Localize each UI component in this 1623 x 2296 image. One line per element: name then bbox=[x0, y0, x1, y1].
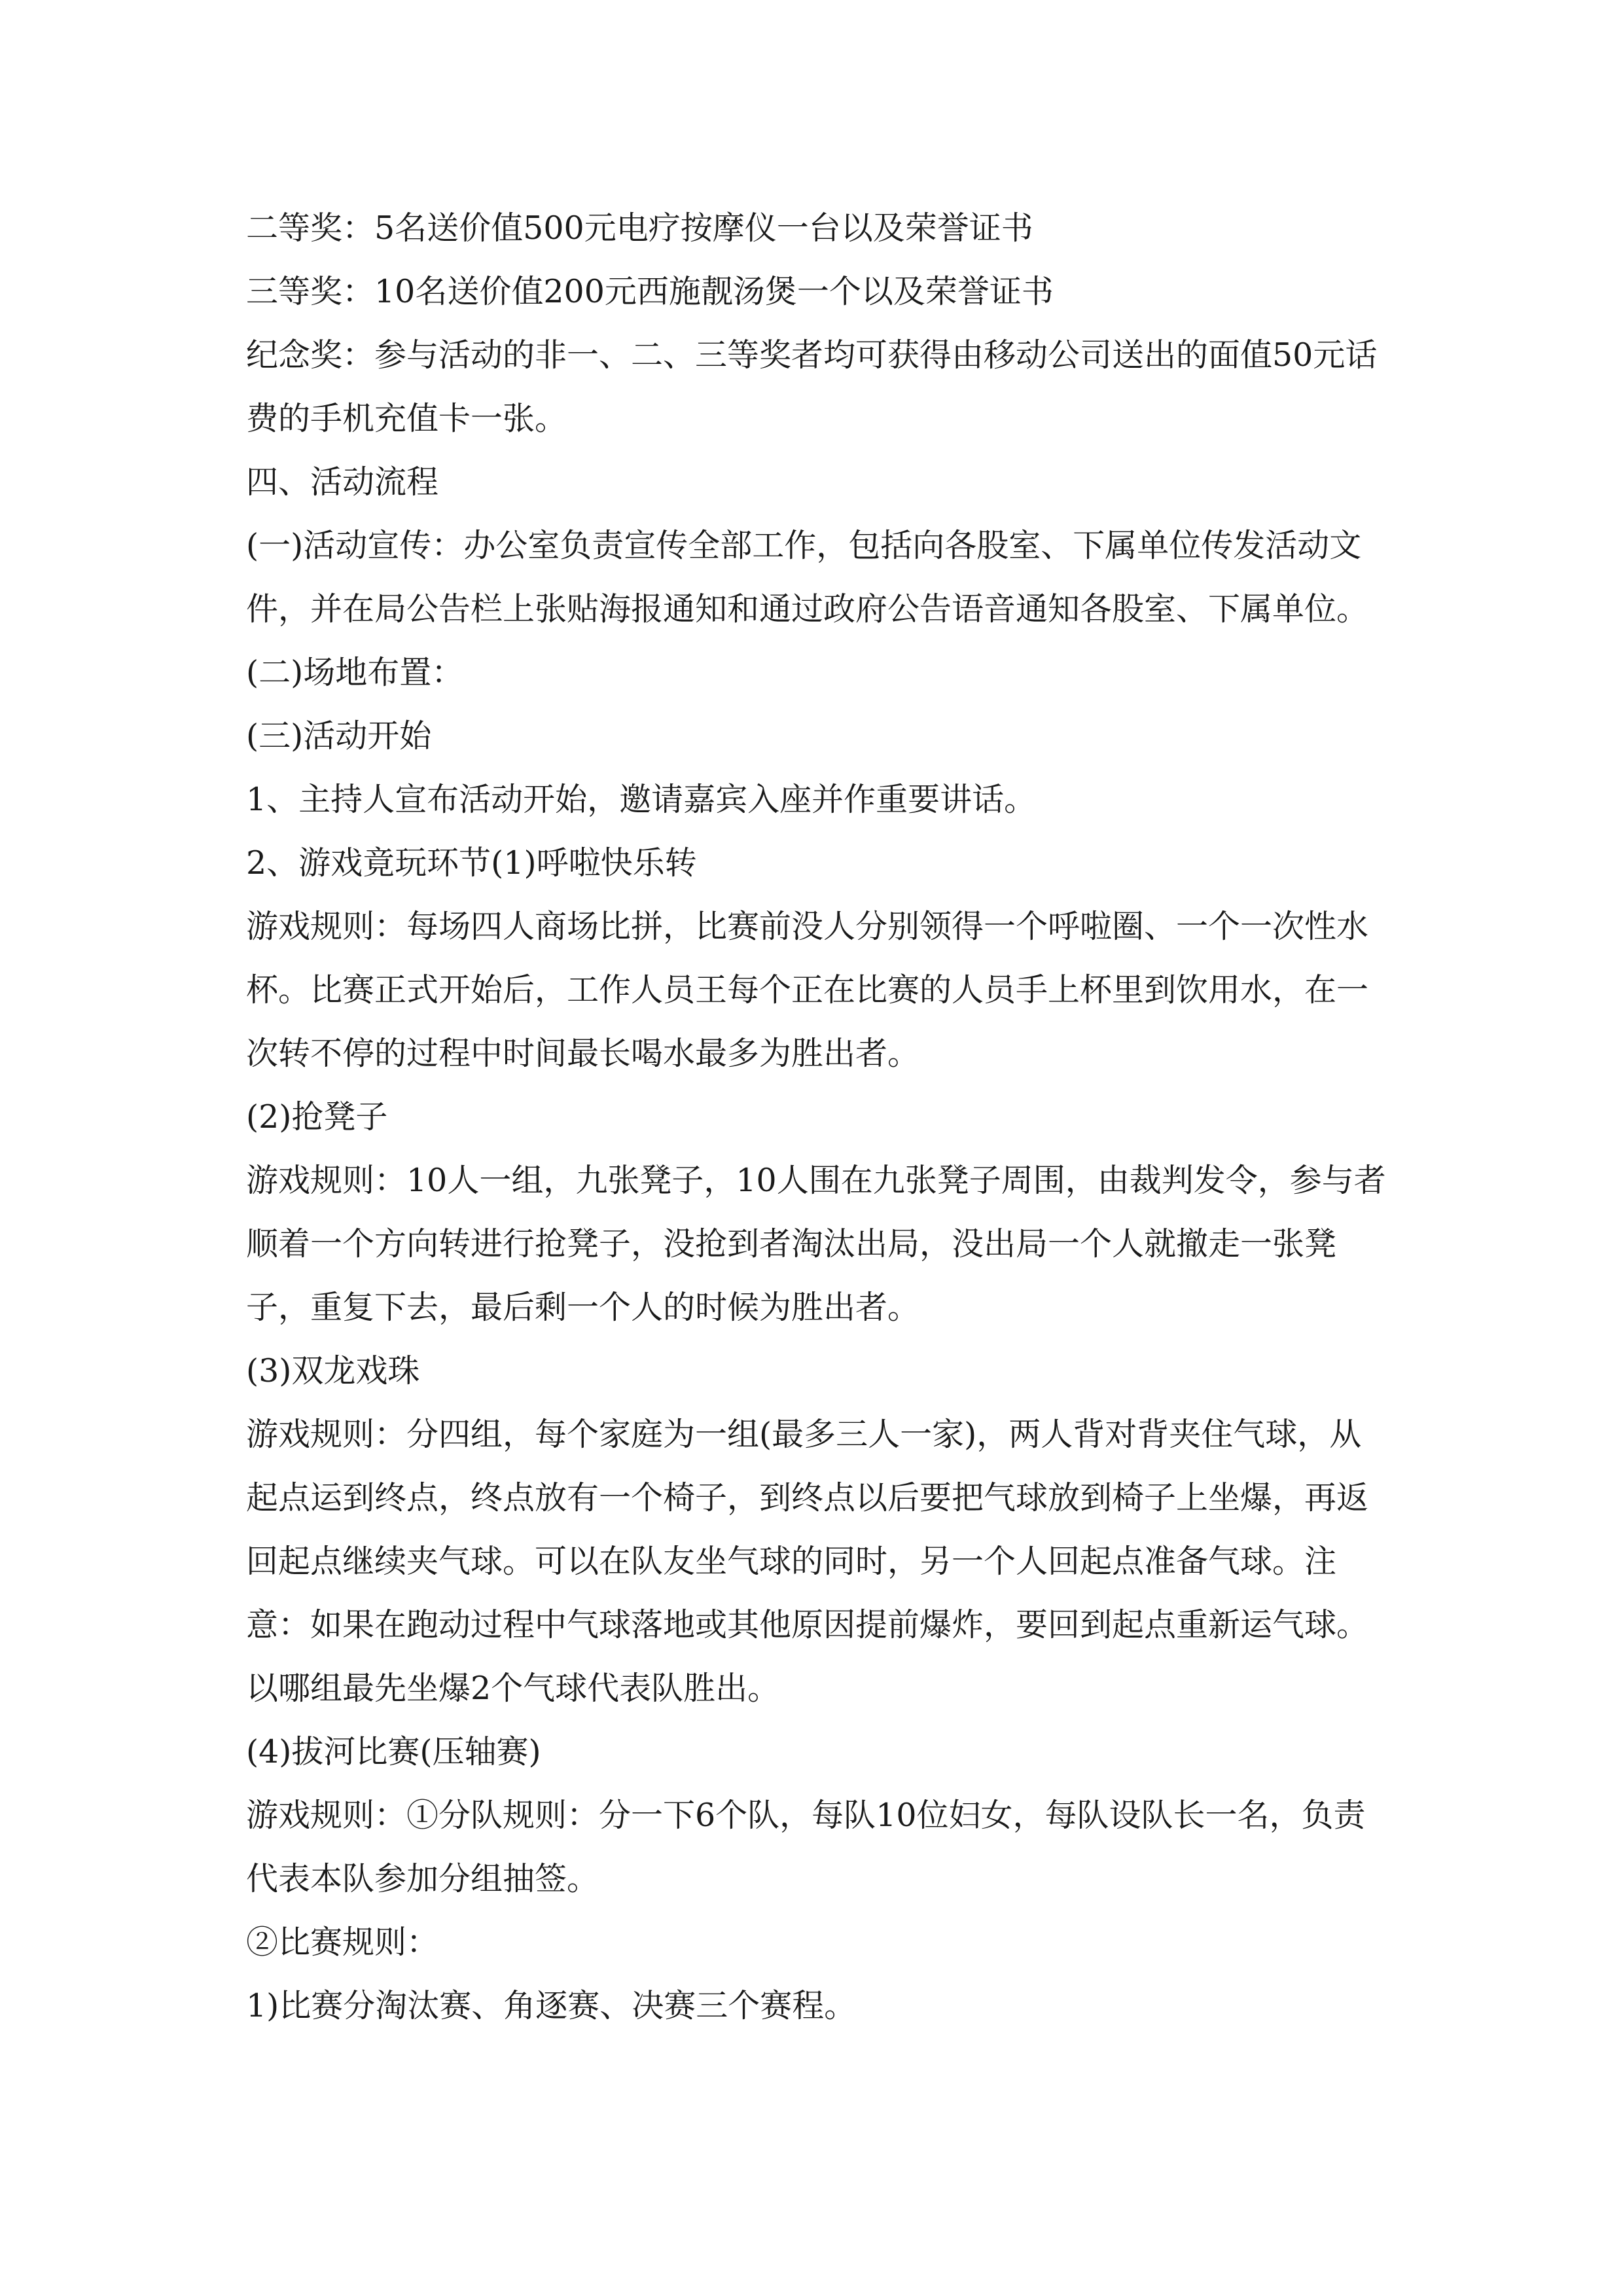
paragraph-musical-chairs-title: (2)抢凳子 bbox=[246, 1098, 388, 1136]
paragraph-souvenir-prize: 纪念奖：参与活动的非一、二、三等奖者均可获得由移动公司送出的面值50元话费的手机充值卡一张。 bbox=[246, 336, 1378, 437]
paragraph-venue-setup: (二)场地布置： bbox=[246, 654, 464, 691]
paragraph-tug-of-war-title: (4)拔河比赛(压轴赛) bbox=[246, 1733, 541, 1770]
paragraph-hula-rules: 游戏规则：每场四人商场比拼，比赛前没人分别领得一个呼啦圈、一个一次性水杯。比赛正式开始后，工作人员王每个正在比赛的人员手上杯里到饮用水，在一次转不停的过程中时间最长喝水最多为胜出者。 bbox=[246, 908, 1369, 1072]
paragraph-activity-start: (三)活动开始 bbox=[246, 717, 432, 755]
paragraph-double-dragon-rules: 游戏规则：分四组，每个家庭为一组(最多三人一家)，两人背对背夹住气球，从起点运到终点，终点放有一个椅子，到终点以后要把气球放到椅子上坐爆，再返回起点继续夹气球。可以在队友坐气球的同时，另一个人回起点准备气球。注意：如果在跑动过程中气球落地或其他原因提前爆炸，要回到起点重新运气球。以哪组最先坐爆2个气球代表队胜出。 bbox=[246, 1416, 1369, 1707]
paragraph-activity-promotion: (一)活动宣传：办公室负责宣传全部工作，包括向各股室、下属单位传发活动文件，并在局公告栏上张贴海报通知和通过政府公告语音通知各股室、下属单位。 bbox=[246, 527, 1369, 628]
paragraph-team-rules: 游戏规则：①分队规则：分一下6个队，每队10位妇女，每队设队长一名，负责代表本队参加分组抽签。 bbox=[246, 1797, 1366, 1897]
paragraph-match-stages: 1)比赛分淘汰赛、角逐赛、决赛三个赛程。 bbox=[246, 1987, 857, 2024]
document-body bbox=[246, 196, 1391, 2037]
section-heading-activity-process: 四、活动流程 bbox=[246, 463, 439, 501]
paragraph-second-prize: 二等奖：5名送价值500元电疗按摩仪一台以及荣誉证书 bbox=[246, 209, 1033, 247]
paragraph-musical-chairs-rules: 游戏规则：10人一组，九张凳子，10人围在九张凳子周围，由裁判发令，参与者顺着一个方向转进行抢凳子，没抢到者淘汰出局，没出局一个人就撤走一张凳子，重复下去，最后剩一个人的时候为胜出者。 bbox=[246, 1162, 1386, 1326]
paragraph-third-prize: 三等奖：10名送价值200元西施靓汤煲一个以及荣誉证书 bbox=[246, 273, 1054, 310]
paragraph-double-dragon-title: (3)双龙戏珠 bbox=[246, 1352, 420, 1390]
paragraph-game-section-hula: 2、游戏竟玩环节(1)呼啦快乐转 bbox=[246, 844, 697, 882]
paragraph-host-announcement: 1、主持人宣布活动开始，邀请嘉宾入座并作重要讲话。 bbox=[246, 781, 1037, 818]
paragraph-match-rules-heading: ②比赛规则： bbox=[246, 1924, 439, 1961]
